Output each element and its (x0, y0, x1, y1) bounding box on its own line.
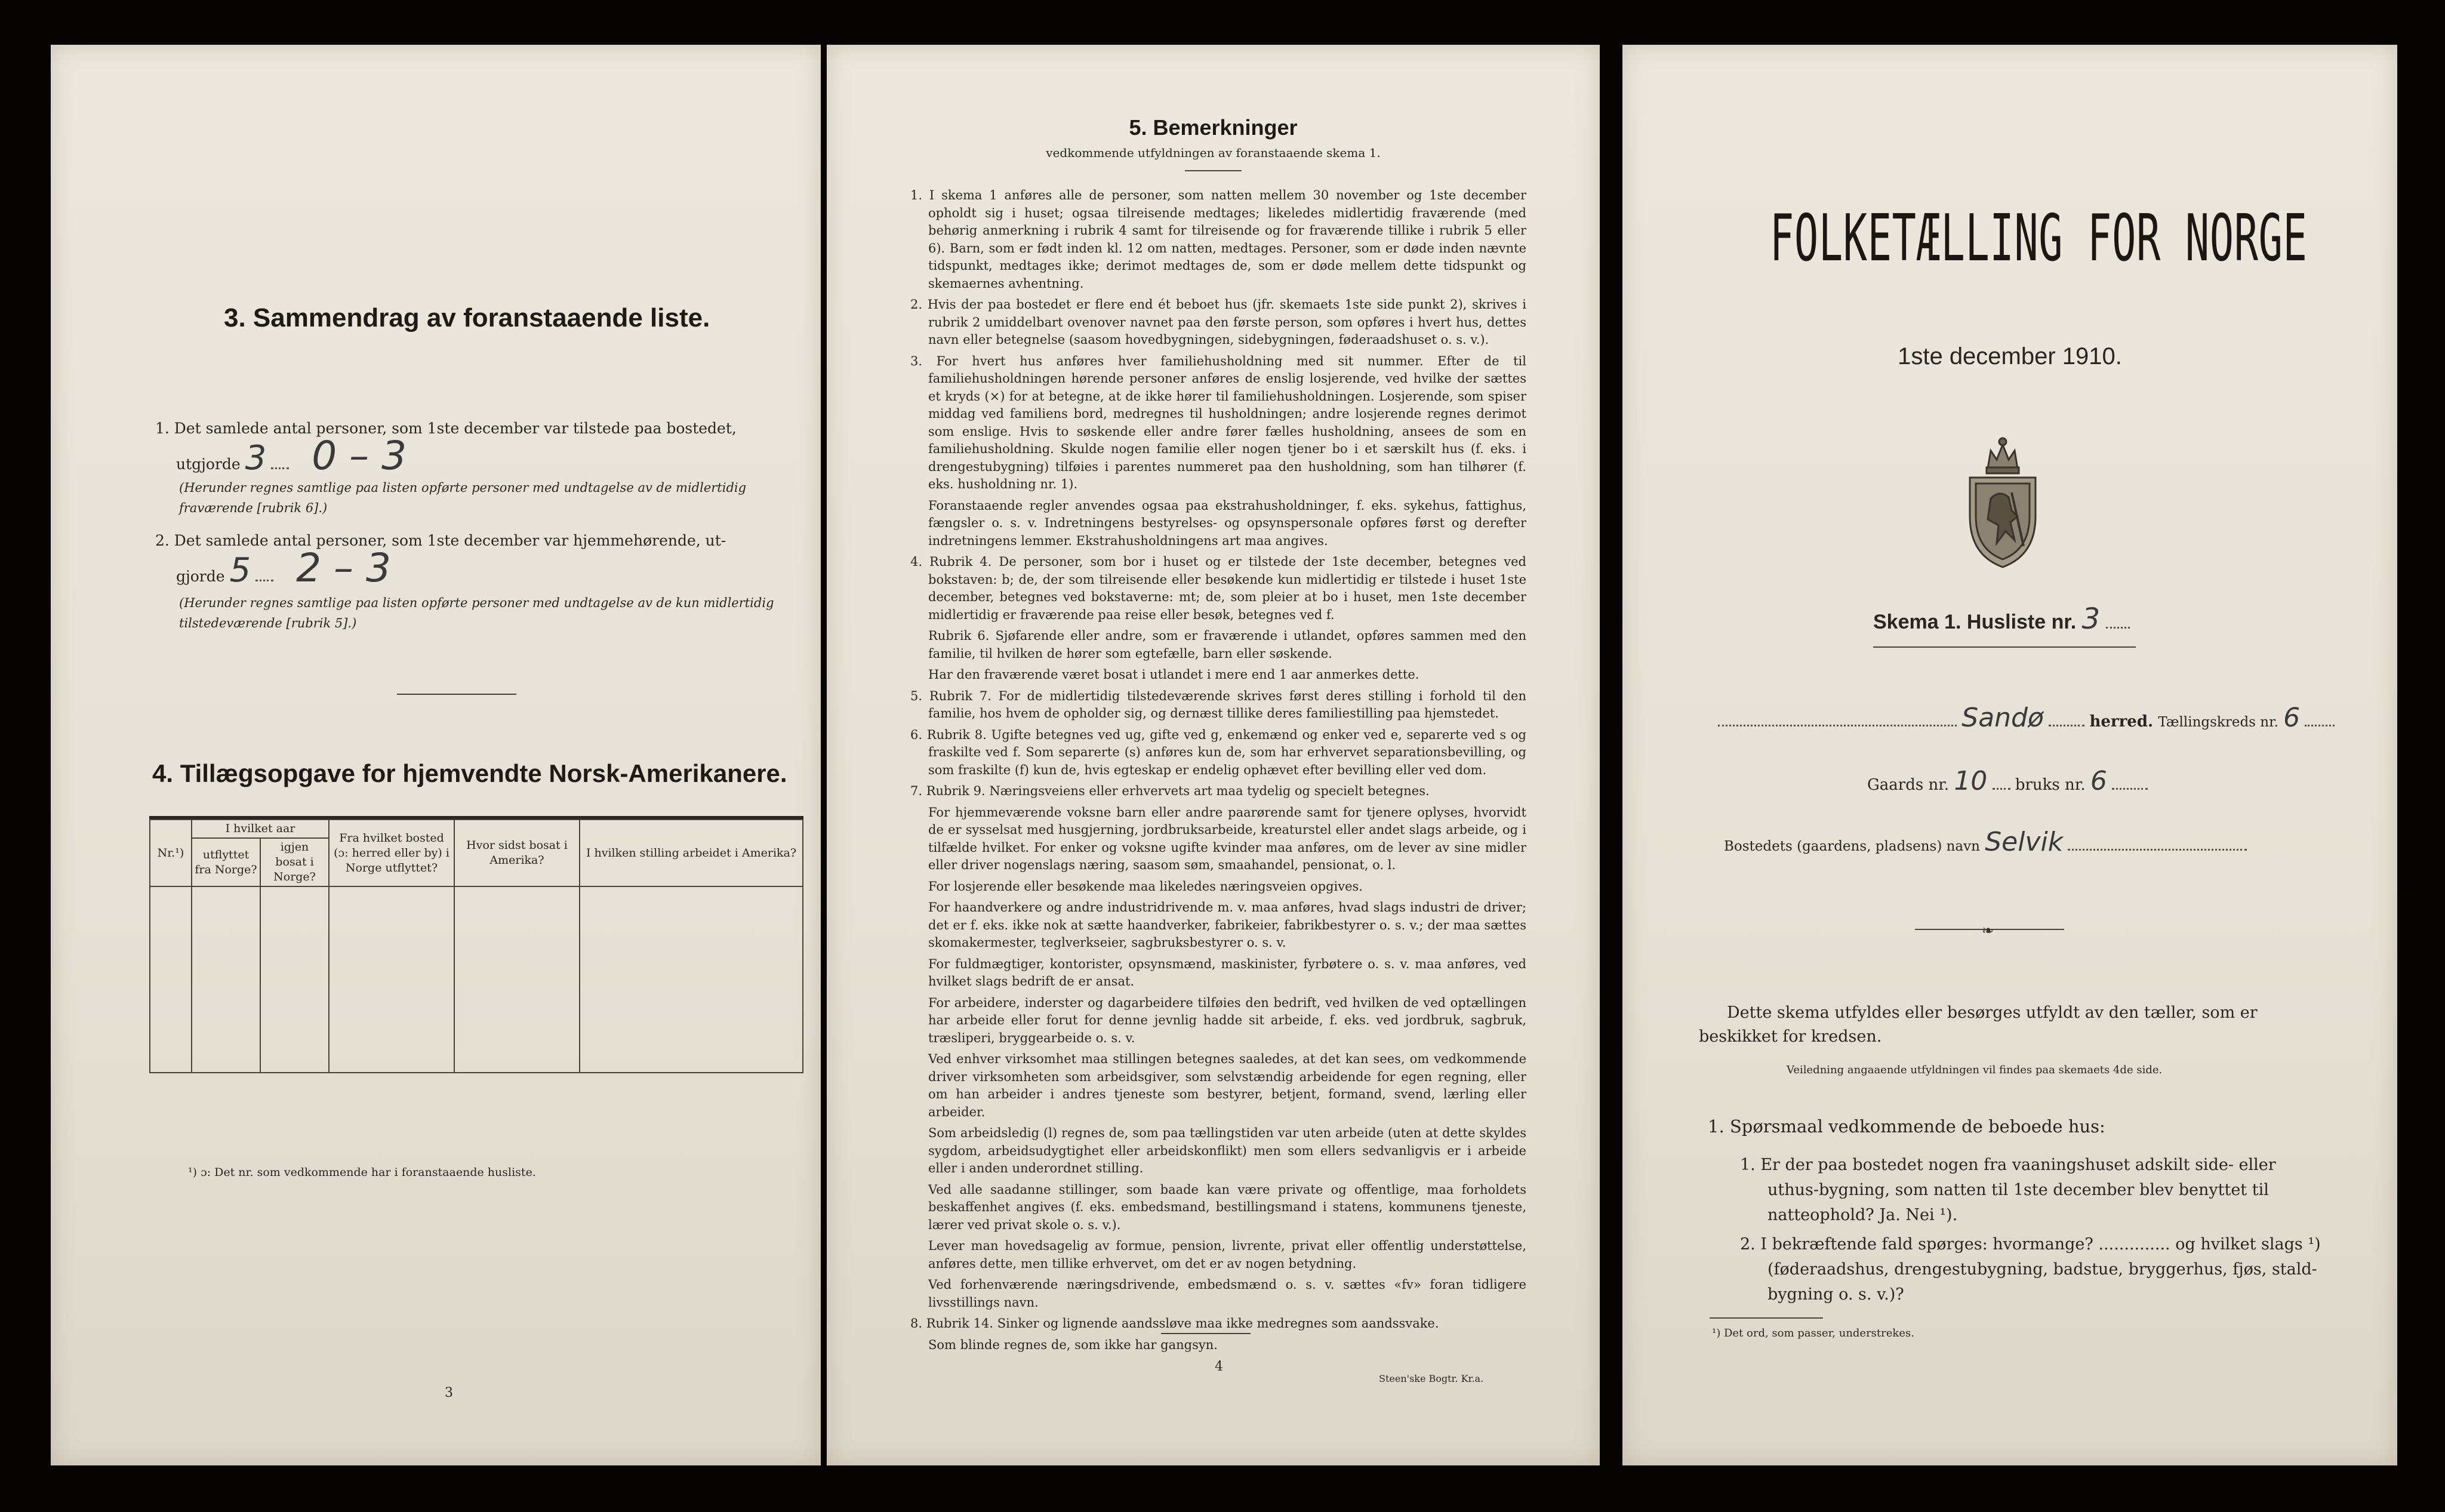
section3-heading: 3. Sammendrag av foranstaaende liste. (224, 303, 710, 332)
district-dots (2305, 725, 2335, 726)
item1-prefix: utgjorde (176, 455, 241, 473)
remark-item: For losjerende eller besøkende maa likeledes næringsveien opgives. (928, 879, 1363, 894)
section3-item1-text: 1. Det samlede antal personer, som 1ste december var tilstede paa bostedet, (155, 420, 737, 437)
remark-item: Ved enhver virksomhet maa stillingen betegnes saaledes, at det kan sees, om vedkommende driver virksomheten som arbeidsgiver, som selvstændig arbeidende for egen regning, eller om han arbeider i andres tjeneste som bestyrer, betjent, formand, svend, lærling eller arbeider. (928, 1052, 1526, 1119)
schema-label (1873, 602, 2130, 636)
remark-item: 6. Rubrik 8. Ugifte betegnes ved ug, gifte ved g, enkemænd og enker ved e, separerte ved s og fraskilte ved f. Som separerte (s) anføres kun de, som har erhvervet separationsbevilling, og som fraskilte (f) kun de, hvis egteskap er endelig ophævet efter bevilling eller ved dom. (910, 727, 1526, 777)
gaards-no: 10 (1954, 766, 1988, 796)
table-row (150, 998, 803, 1035)
footnote-rule (1710, 1317, 1823, 1319)
left-page (51, 45, 821, 1465)
col-last-place: Hvor sidst bosat i Amerika? (454, 820, 580, 886)
section3-item2-answer (176, 545, 773, 591)
norway-coat-of-arms-icon (1958, 427, 2047, 570)
remark-item: 4. Rubrik 4. De personer, som bor i huset og er tilstede der 1ste december, betegnes ved bokstaven: b; de, der som tilreisende eller besøkende kun midlertidig er tilstede i huset 1ste december, betegnes ved bokstaverne: mt; de, som pleier at bo i huset, men 1ste december midlertidig er fraværende paa reise eller besøk, betegnes ved f. (910, 555, 1526, 622)
schema-label-text: Skema 1. Husliste nr. (1873, 611, 2077, 633)
remarks-divider (1185, 170, 1242, 171)
remark-item: Foranstaaende regler anvendes ogsaa paa ekstrahusholdninger, f. eks. sykehus, fattighus, fængsler o. s. v. Indretningens bestyrelses- og opsynspersonale opføres først og derefter indretningens lemmer. Ekstrahusholdningens art maa angives. (928, 498, 1526, 548)
bosted-line (1724, 829, 2247, 860)
remark-item: Som blinde regnes de, som ikke har gangsyn. (928, 1337, 1218, 1352)
herred-label: herred. (2089, 713, 2154, 731)
section3-item1-answer (176, 433, 773, 479)
remark-item: 8. Rubrik 14. Sinker og lignende aandssløve maa ikke medregnes som aandssvake. (910, 1316, 1439, 1331)
ornament-icon: ❧ (1982, 922, 1994, 939)
item1-split: 0 – 3 (312, 433, 407, 479)
remark-item: Har den fraværende været bosat i utlandet i mere end 1 aar anmerkes dette. (928, 667, 1419, 682)
col-nr: Nr.¹) (150, 820, 192, 886)
col-returned: igjen bosat i Norge? (260, 838, 329, 886)
schema-underline (1873, 646, 2136, 648)
gaards-label: Gaards nr. (1867, 776, 1950, 794)
item1-count: 3 (245, 439, 267, 478)
district-no: 6 (2283, 703, 2301, 733)
municipality-line (1718, 705, 2335, 735)
question1-2-line1: 2. I bekræftende fald spørges: hvormange? .............. og hvilket slags ¹) (1740, 1235, 2321, 1254)
item1-dots (271, 467, 289, 469)
section3-item2-note: (Herunder regnes samtlige paa listen opførte personer med undtagelse av de kun midlertidig tilstedeværende [rubrik 5].) (179, 596, 774, 630)
question1-1-line3: natteophold? Ja. Nei ¹). (1767, 1206, 1958, 1224)
page-number: 4 (1215, 1359, 1223, 1374)
col-emigrated: utflyttet fra Norge? (192, 838, 260, 886)
question1-2-line3: bygning o. s. v.)? (1767, 1285, 1904, 1304)
section3-item1-note: (Herunder regnes samtlige paa listen opførte personer med undtagelse av de midlertidig fraværende [rubrik 6].) (179, 481, 747, 515)
section3-item2-text: 2. Det samlede antal personer, som 1ste december var hjemmehørende, ut- (155, 532, 726, 549)
municipality-dots (1718, 725, 1957, 726)
municipality-value: Sandø (1961, 703, 2044, 733)
census-date: 1ste december 1910. (1898, 343, 2122, 369)
col-from-place: Fra hvilket bosted (ɔ: herred eller by) i Norge utflyttet? (329, 820, 454, 886)
question1-heading: 1. Spørsmaal vedkommende de beboede hus: (1708, 1116, 2105, 1137)
remark-item: 3. For hvert hus anføres hver familiehusholdning med sit nummer. Efter de til familiehusholdningen hørende personer anføres de enslig losjerende, ved hvilke der sættes et kryds (×) for at betegne, at de ikke hører til familiehusholdningen. Losjerende, som spiser middag ved familiens bord, medregnes til husholdningen; andre losjerende regnes derimot som enslige. Hvis to søskende eller andre fører fælles husholdning, ansees de som en familiehusholdning. Skulde nogen familie eller nogen tjener bo i et særskilt hus (f. eks. i drengestubygning) tilføies i parentes nummeret paa den husholdning, som han tilhører (f. eks. husholdning nr. 1). (910, 353, 1526, 491)
remark-item: 5. Rubrik 7. For de midlertidig tilstedeværende skrives først deres stilling i forhold til den familie, hos hvem de opholder sig, og dernæst tillike deres familiestilling paa hjemstedet. (910, 688, 1526, 720)
document-title: FOLKETÆLLING FOR NORGE (1770, 201, 2308, 276)
bruks-label: bruks nr. (2015, 776, 2086, 794)
table-row (150, 886, 803, 924)
right-footnote: ¹) Det ord, som passer, understrekes. (1712, 1327, 1914, 1339)
remark-item: Som arbeidsledig (l) regnes de, som paa tællingstiden var uten arbeide (uten at dette skyldes sygdom, arbeidsudygtighet eller arbeidskonflikt) men som ellers sedvanligvis er i arbeide eller i anden underordnet stilling. (928, 1126, 1526, 1175)
house-list-dots (2106, 627, 2130, 629)
remarks-list (910, 187, 1526, 1357)
remark-item: Ved forhenværende næringsdrivende, embedsmænd o. s. v. sættes «fv» foran tidligere livsstillings navn. (928, 1277, 1526, 1310)
gaards-line (1867, 768, 2148, 798)
bosted-name: Selvik (1985, 827, 2064, 857)
right-page (1622, 45, 2397, 1465)
remark-item: For hjemmeværende voksne barn eller andre paarørende samt for tjenere oplyses, hvorvidt de er sysselsat med husgjerning, jordbruksarbeide, kreaturstel eller andet slags arbeide, og i tilfælde hvilket. For enker og voksne ugifte kvinder maa anføres, om de lever av sine midler eller driver nogenslags næring, saasom søm, smaahandel, pensionat, o. l. (928, 805, 1526, 872)
norsk-amerikanere-table (149, 819, 803, 1073)
item2-dots (255, 580, 273, 581)
section-divider (397, 694, 516, 695)
table-row (150, 924, 803, 961)
remark-item: Rubrik 6. Sjøfarende eller andre, som er fraværende i utlandet, opføres sammen med den familie, til hvilken de hører som egtefælle, barn eller søskende. (928, 629, 1526, 661)
remark-item: For haandverkere og andre industridrivende m. v. maa anføres, hvad slags industri de driver; det er f. eks. ikke nok at sætte haandverker, fabrikeier, fabrikbestyrer o. s. v.; der maa sættes skomakermester, teglverkseier, sagbruksbestyrer o. s. v. (928, 900, 1526, 950)
section4-footnote: ¹) ɔ: Det nr. som vedkommende har i foranstaaende husliste. (188, 1166, 536, 1179)
table-header-row (150, 820, 803, 838)
question1-1-line2: uthus-bygning, som natten til 1ste december blev benyttet til (1767, 1181, 2269, 1199)
intro-line2: beskikket for kredsen. (1699, 1027, 1882, 1046)
col-year-group: I hvilket aar (192, 820, 329, 838)
remark-item: Lever man hovedsagelig av formue, pension, livrente, privat eller offentlig understøttelse, anføres dette, men tillike erhvervet, om det er av nogen betydning. (928, 1239, 1526, 1271)
question1-2-line2: (føderaadshus, drengestubygning, badstue, bryggerhus, fjøs, stald- (1767, 1260, 2317, 1279)
remarks-end-rule (1161, 1333, 1251, 1334)
remark-item: 2. Hvis der paa bostedet er flere end ét beboet hus (jfr. skemaets 1ste side punkt 2), skrives i rubrik 2 umiddelbart ovenover navnet paa den første person, som opføres i hvert hus, dettes navn eller betegnelse (saasom hovedbygningen, sidebygningen, føderaadshuset o. s. v.). (910, 297, 1526, 347)
remark-item: 1. I skema 1 anføres alle de personer, som natten mellem 30 november og 1ste december opholdt sig i huset; ogsaa tilreisende medtages; likeledes midlertidig fraværende (med behørig anmerkning i rubrik 4 samt for tilreisende og for fraværende tillike i rubrik 5 eller 6). Barn, som er født inden kl. 12 om natten, medtages. Personer, som er døde inden nævnte tidspunkt, medtages ikke; derimot medtages de, som er døde mellem dette tidspunkt og skemaernes avhentning. (910, 188, 1526, 291)
bosted-label: Bostedets (gaardens, pladsens) navn (1724, 839, 1980, 854)
remarks-subheading: vedkommende utfyldningen av foranstaaende skema 1. (1046, 146, 1381, 160)
table-row (150, 961, 803, 998)
question1-1-line1: 1. Er der paa bostedet nogen fra vaaningshuset adskilt side- eller (1740, 1156, 2276, 1174)
remark-item: Ved alle saadanne stillinger, som baade kan være private og offentlige, maa forholdets beskaffenhet angives (f. eks. embedsmand, bestillingsmand i statens, kommunens tjeneste, lærer ved privat skole o. s. v.). (928, 1182, 1526, 1232)
house-list-no: 3 (2081, 602, 2101, 636)
remark-item: For fuldmægtiger, kontorister, opsynsmænd, maskinister, fyrbøtere o. s. v. maa anføres, ved hvilket slags bedrift de er ansat. (928, 956, 1526, 989)
col-occupation: I hvilken stilling arbeidet i Amerika? (580, 820, 803, 886)
item2-count: 5 (229, 551, 251, 590)
remark-item: 7. Rubrik 9. Næringsveiens eller erhvervets art maa tydelig og specielt betegnes. (910, 784, 1430, 798)
municipality-dots-2 (2049, 725, 2084, 726)
remark-item: For arbeidere, inderster og dagarbeidere tilføies den bedrift, ved hvilken de ved optællingen har arbeide eller forut for denne jevnlig hadde sit arbeide, f. eks. ved jordbruk, sagbruk, træsliperi, bryggearbeide o. s. v. (928, 995, 1526, 1045)
table-row (150, 1035, 803, 1073)
district-label: Tællingskreds nr. (2158, 715, 2278, 730)
bruks-no: 6 (2090, 766, 2107, 796)
intro-line1: Dette skema utfyldes eller besørges utfyldt av den tæller, som er (1727, 1003, 2258, 1022)
item2-prefix: gjorde (176, 568, 225, 585)
section4-heading: 4. Tillægsopgave for hjemvendte Norsk-Amerikanere. (152, 759, 787, 787)
gaards-dots (1993, 788, 2010, 790)
bosted-dots (2068, 849, 2247, 851)
middle-page (827, 45, 1600, 1465)
item2-split: 2 – 3 (296, 545, 392, 591)
bruks-dots (2112, 788, 2148, 790)
remarks-heading: 5. Bemerkninger (1129, 115, 1298, 140)
guidance-text: Veiledning angaaende utfyldningen vil findes paa skemaets 4de side. (1787, 1064, 2163, 1076)
page-number: 3 (445, 1385, 453, 1400)
printer-imprint: Steen'ske Bogtr. Kr.a. (1379, 1373, 1484, 1384)
